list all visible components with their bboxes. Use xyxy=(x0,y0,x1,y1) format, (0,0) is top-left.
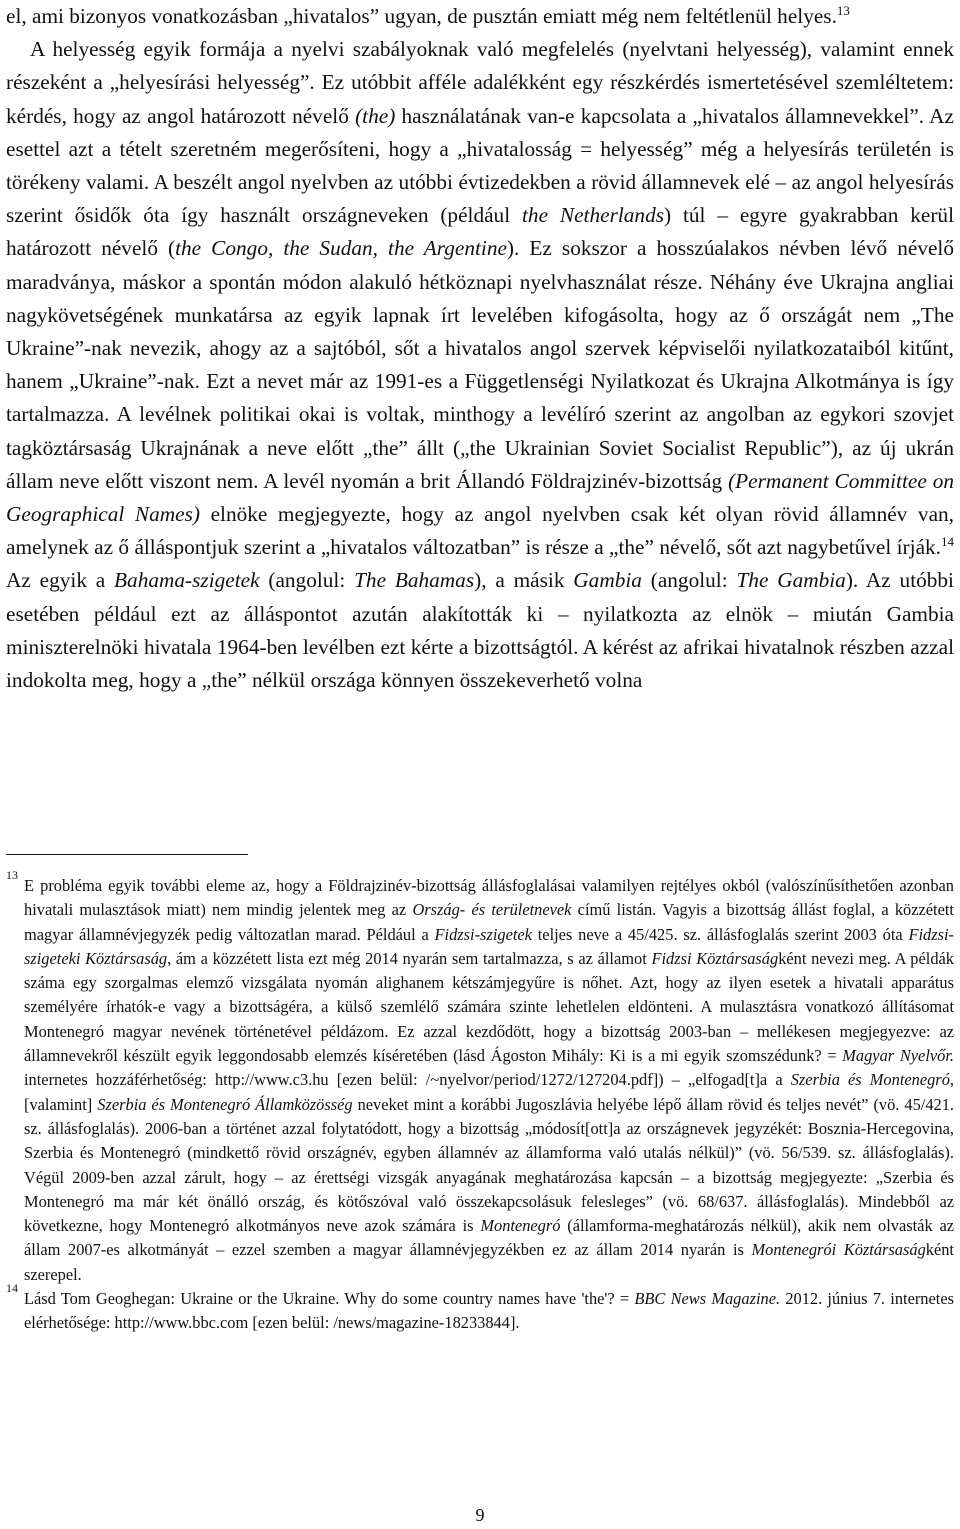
text-span: használatának van-e kapcsolata a „hivatalos államnevekkel”. Az esettel azt a tételt szeretném megerősíteni, hogy a „hivatalosság = helyesség” még a helyesírás területén is törékeny valami. A beszélt angol nyelvben az utóbbi évtizedekben a rövid államnevek elé – az angol helyesírás szerint ősidők óta így használt országneveken (például xyxy=(6,103,954,228)
italic-text: Montenegró xyxy=(480,1216,561,1236)
text-span: teljes neve a 45/425. sz. állásfoglalás szerint 2003 óta xyxy=(531,924,909,944)
italic-text: Montenegrói Köztársaság xyxy=(751,1240,926,1260)
footnote-ref-14[interactable]: 14 xyxy=(941,534,954,550)
text-span: Az egyik a xyxy=(6,568,115,593)
paragraph-2 xyxy=(6,33,954,697)
text-span: ). Ez sokszor a hosszúalakos névben lévő névelő maradványa, máskor a spontán módon alakuló hétköznapi nyelvhasználat része. Néhány éve Ukrajna angliai nagykövetségének munkatársa az egyik lapnak írt levelében kifogásolta, hogy az ő országát nem „The Ukraine”-nak nevezik, ahogy az a sajtóból, sőt a hivatalos angol szervek képviselői nyilatkozataiból kitűnt, hanem „Ukraine”-nak. Ezt a nevet már az 1991-es a Függetlenségi Nyilatkozat és Ukrajna Alkotmánya is így tartalmazza. A levélnek politikai okai is voltak, minthogy a levélíró szerint az angolban az egykori szovjet tagköztársaság Ukrajnának a neve előtt „the” állt („the Ukrainian Soviet Socialist Republic”), az új ukrán állam neve előtt viszont nem. A levél nyomán a brit Állandó Földrajzinév-bizottság xyxy=(6,236,954,493)
text-span: ) túl – egyre gyakrabban kerül határozott névelő ( xyxy=(6,203,954,261)
italic-text: Fidzsi Köztársaság xyxy=(651,948,779,968)
text-span: E probléma egyik további eleme az, hogy a Földrajzinév-bizottság állásfoglalásai valamilyen rejtélyes okból (valószínűsíthetően azonban hivatali mulasztások miatt) nem mindig jelentek meg az xyxy=(24,876,954,920)
text-span: , ám a közzétett lista ezt még 2014 nyarán sem tartalmazza, s az államot xyxy=(167,948,652,968)
footnote-number: 14 xyxy=(6,1281,18,1296)
text-span: 2012. június 7. internetes elérhetősége: http://www.bbc.com [ezen belül: /news/magazine-18233844]. xyxy=(24,1289,954,1333)
footnote-13 xyxy=(6,868,955,1287)
text-span: internetes hozzáférhetőség: http://www.c3.hu [ezen belül: /~nyelvor/period/1272/127204.pdf]) – „elfogad[t]a a xyxy=(24,1070,791,1090)
italic-text: Ország- és területnevek xyxy=(412,900,572,920)
text-span: elnöke megjegyezte, hogy az angol nyelvben csak két olyan rövid államnév van, amelynek az ő álláspontjuk szerint a „hivatalos változatban” is része a „the” névelő, sőt azt nagybetűvel írják. xyxy=(6,502,954,560)
italic-text: The Gambia xyxy=(736,568,846,593)
italic-text: the Netherlands xyxy=(522,203,665,228)
page xyxy=(6,0,955,1333)
text-span: A helyesség egyik formája a nyelvi szabályoknak való megfelelés (nyelvtani helyesség), valamint ennek részeként a „helyesírási helyesség”. Ez utóbbit afféle adalékként egy részkérdés ismertetésével szemléltetem: kérdés, hogy az angol határozott névelő xyxy=(6,37,954,128)
footnote-number: 13 xyxy=(6,868,18,882)
footnotes xyxy=(6,868,955,1336)
text-span: ként szerepel. xyxy=(24,1240,954,1284)
text-span: (államforma-meghatározás nélkül), akik nem olvasták az állam 2007-es alkotmányát – ezzel szemben a magyar államnévjegyzékben ez az állam 2014 nyarán is xyxy=(24,1216,955,1260)
footnote-ref-13[interactable]: 13 xyxy=(836,2,850,18)
italic-text: Gambia xyxy=(573,568,642,593)
text-span: Lásd Tom Geoghegan: Ukraine or the Ukraine. Why do some country names have 'the'? = xyxy=(24,1289,635,1309)
italic-text: (the) xyxy=(355,103,396,128)
text-span: (angolul: xyxy=(259,568,355,593)
text-span: , [valamint] xyxy=(24,1070,954,1114)
footnote-divider xyxy=(6,854,248,855)
text-span: neveket mint a korábbi Jugoszlávia helyébe lépő állam rövid és teljes nevét” (vö. 45/421. sz. állásfoglalás). 2006-ban a történet azzal folytatódott, hogy a bizottság „módosít[ott]a az országnevek jegyzékét: Bosznia-Hercegovina, Szerbia és Montenegró (mindkettő rövid országnév, egyben államnév az államforma való utalás nélkül)” (vö. 56/539. sz. állásfoglalás). Végül 2009-ben azzal zárult, hogy – az érettségi vizsgák anyagának meghatározása kapcsán – a bizottság megjegyezte: „Szerbia és Montenegró ma már két önálló ország, és kötőszóval való összekapcsolásuk felesleges” (vö. 68/637. állásfoglalás). Mindebből az következne, hogy Montenegró alkotmányos neve azok számára is xyxy=(24,1094,955,1236)
text-span: (angolul: xyxy=(641,568,737,593)
italic-text: Fidzsi-szigeteki Köztársaság xyxy=(24,924,954,968)
italic-text: Szerbia és Montenegró Államközösség xyxy=(97,1094,353,1114)
italic-text: the Congo, the Sudan, the Argentine xyxy=(175,236,507,261)
text-span: el, ami bizonyos vonatkozásban „hivatalos” ugyan, de pusztán emiatt még nem feltétlenül helyes. xyxy=(6,4,837,28)
italic-text: (Permanent Committee on Geographical Names) xyxy=(6,468,954,527)
paragraph-1 xyxy=(6,0,954,33)
italic-text: Szerbia és Montenegró xyxy=(790,1070,950,1090)
text-span: ként nevezi meg. A példák száma egy szorgalmas elemző vizsgálata nyomán alighanem kétszámjegyűre is nőhet. Azt, hogy az ilyen esetek a hivatali apparátus személyére írhatók-e vagy a bizottságéra, a külső szemlélő számára szinte lehetlelen eldönteni. A mulasztásra vonatkozó állításomat Montenegró magyar nevének történetével példázom. Ez azzal kezdődött, hogy a bizottság 2003-ban – mellékesen megjegyezve: az államnevekről készült egyik leggondosabb elemzés kíséretében (lásd Ágoston Mihály: Ki is a mi egyik szomszédunk? = xyxy=(24,948,954,1066)
text-span: ). Az utóbbi esetében például ezt az álláspontot azután alakították ki – nyilatkozta az elnök – miután Gambia miniszterelnöki hivatala 1964-ben levélben ezt kérte a bizottságtól. A kérést az afrikai hivatalnok részben azzal indokolta meg, hogy a „the” nélkül országa könnyen összekeverhető volna xyxy=(6,568,954,693)
italic-text: Fidzsi-szigetek xyxy=(434,924,532,944)
main-text xyxy=(6,0,954,697)
italic-text: Magyar Nyelvőr. xyxy=(842,1046,954,1066)
italic-text: The Bahamas xyxy=(354,568,475,593)
italic-text: Bahama-szigetek xyxy=(114,568,260,593)
footnote-14 xyxy=(6,1281,954,1336)
italic-text: BBC News Magazine. xyxy=(634,1289,781,1309)
text-span: című listán. Vagyis a bizottság állást foglal, a közzétett magyar államnévjegyzék pedig változatlan marad. Például a xyxy=(24,900,954,944)
page-number: 9 xyxy=(475,1505,485,1525)
text-span: ), a másik xyxy=(474,568,574,593)
